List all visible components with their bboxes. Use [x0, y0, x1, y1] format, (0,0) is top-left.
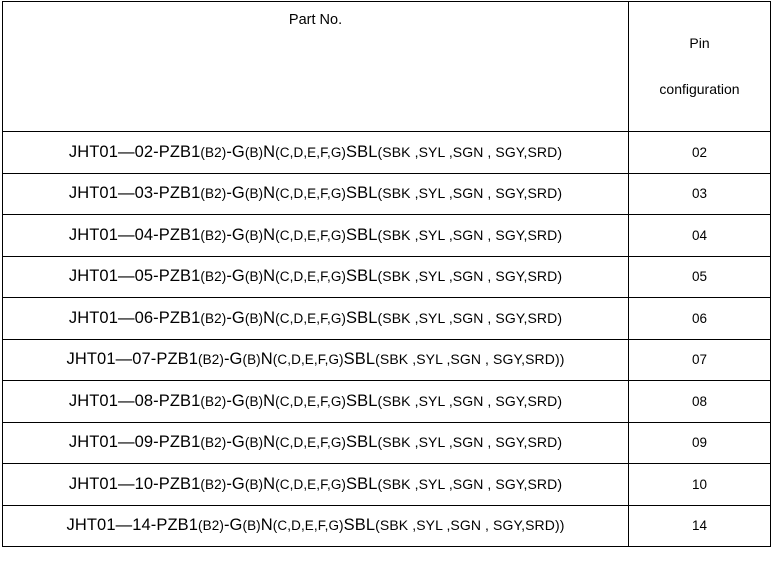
part-number-text — [67, 517, 565, 534]
pin-configuration-cell: 07 — [629, 339, 771, 381]
part-number-segment: (B) — [244, 310, 264, 326]
part-number-segment: (SBK ,SYL ,SGN , SGY,SRD) — [377, 309, 563, 326]
part-number-text — [67, 351, 565, 368]
part-number-segment: N — [263, 308, 276, 327]
part-number-segment: (B2) — [200, 269, 227, 285]
part-number-cell — [3, 215, 629, 257]
part-number-segment: (SBK ,SYL ,SGN , SGY,SRD) — [377, 475, 563, 492]
part-number-segment: (B) — [244, 269, 264, 285]
part-number-segment: (C,D,E,F,G) — [275, 393, 347, 409]
part-number-segment: N — [260, 516, 273, 535]
part-number-segment: -G — [226, 184, 245, 203]
part-number-segment: (B2) — [200, 310, 227, 326]
header-row — [3, 2, 771, 132]
part-number-segment: JHT01—05-PZB1 — [68, 267, 201, 286]
part-number-segment: N — [260, 350, 273, 369]
pin-header-line1: Pin — [689, 35, 710, 52]
table-row — [3, 173, 771, 215]
pin-configuration-cell: 05 — [629, 256, 771, 298]
part-number-segment: -G — [226, 474, 245, 493]
pin-configuration-cell: 14 — [629, 505, 771, 547]
part-number-segment: (B2) — [200, 144, 227, 160]
part-number-segment: (C,D,E,F,G) — [275, 269, 347, 285]
table-row — [3, 339, 771, 381]
part-number-segment: (SBK ,SYL ,SGN , SGY,SRD) — [377, 392, 563, 409]
part-number-segment: SBL — [346, 391, 378, 410]
table-row — [3, 298, 771, 340]
part-number-segment: JHT01—04-PZB1 — [68, 225, 201, 244]
part-number-segment: -G — [226, 308, 245, 327]
part-number-segment: (B) — [244, 186, 264, 202]
part-number-segment: (B2) — [200, 227, 227, 243]
table-row — [3, 256, 771, 298]
part-number-segment: SBL — [346, 225, 378, 244]
pin-configuration-cell: 03 — [629, 173, 771, 215]
part-number-segment: SBL — [343, 516, 376, 535]
part-number-text — [69, 434, 562, 451]
table-row — [3, 505, 771, 547]
part-number-cell — [3, 464, 629, 506]
part-number-segment: N — [263, 142, 276, 161]
table-row — [3, 464, 771, 506]
part-number-segment: N — [263, 474, 276, 493]
part-number-text — [69, 185, 562, 202]
part-number-segment: SBL — [346, 433, 378, 452]
part-number-text — [69, 310, 562, 327]
part-number-segment: JHT01—14-PZB1 — [66, 516, 199, 535]
pin-configuration-cell: 06 — [629, 298, 771, 340]
part-number-cell — [3, 422, 629, 464]
document-page — [0, 1, 775, 568]
part-number-segment: N — [263, 267, 276, 286]
part-number-segment: -G — [226, 391, 245, 410]
part-number-segment: -G — [226, 433, 245, 452]
part-number-text — [69, 144, 562, 161]
table-row — [3, 215, 771, 257]
part-number-segment: -G — [226, 267, 245, 286]
pin-configuration-cell: 09 — [629, 422, 771, 464]
part-number-text — [69, 227, 562, 244]
pin-configuration-cell: 04 — [629, 215, 771, 257]
part-number-segment: SBL — [346, 267, 378, 286]
part-number-segment: (B2) — [200, 476, 227, 492]
part-number-segment: -G — [226, 142, 245, 161]
part-number-segment: JHT01—09-PZB1 — [68, 433, 201, 452]
column-header-part-no: Part No. — [3, 2, 629, 132]
table-row — [3, 132, 771, 174]
part-number-segment: (C,D,E,F,G) — [275, 144, 347, 160]
part-number-segment: (B2) — [200, 186, 227, 202]
part-number-segment: (B) — [244, 393, 264, 409]
part-number-segment: -G — [223, 516, 243, 535]
part-number-segment: (B2) — [198, 518, 224, 534]
table-body — [3, 132, 771, 547]
pin-configuration-cell: 10 — [629, 464, 771, 506]
part-number-segment: (C,D,E,F,G) — [275, 435, 347, 451]
part-number-segment: (SBK ,SYL ,SGN , SGY,SRD) — [377, 226, 563, 243]
part-number-segment: (C,D,E,F,G) — [275, 186, 347, 202]
part-number-segment: (SBK ,SYL ,SGN , SGY,SRD)) — [375, 351, 565, 368]
part-number-segment: (C,D,E,F,G) — [275, 476, 347, 492]
part-number-segment: JHT01—08-PZB1 — [68, 391, 201, 410]
pin-header-line2: configuration — [659, 80, 740, 97]
part-number-segment: N — [263, 184, 276, 203]
part-number-segment: (B) — [242, 352, 261, 368]
part-number-segment: JHT01—07-PZB1 — [66, 350, 199, 369]
part-number-segment: -G — [226, 225, 245, 244]
part-number-segment: (B) — [244, 476, 264, 492]
part-number-segment: (SBK ,SYL ,SGN , SGY,SRD) — [377, 185, 563, 202]
part-number-segment: (C,D,E,F,G) — [275, 227, 347, 243]
part-number-segment: -G — [223, 350, 243, 369]
part-number-segment: (SBK ,SYL ,SGN , SGY,SRD) — [377, 434, 563, 451]
part-number-cell — [3, 381, 629, 423]
part-number-segment: SBL — [346, 474, 378, 493]
part-number-segment: JHT01—10-PZB1 — [68, 474, 201, 493]
part-number-segment: JHT01—06-PZB1 — [68, 308, 201, 327]
part-number-segment: SBL — [343, 350, 376, 369]
part-number-segment: SBL — [346, 308, 378, 327]
part-number-segment: N — [263, 225, 276, 244]
column-header-pin-configuration — [629, 2, 771, 132]
part-number-segment: (SBK ,SYL ,SGN , SGY,SRD) — [377, 143, 563, 160]
part-number-cell — [3, 298, 629, 340]
part-number-segment: N — [263, 433, 276, 452]
part-number-cell — [3, 132, 629, 174]
pin-configuration-cell: 02 — [629, 132, 771, 174]
part-number-segment: (SBK ,SYL ,SGN , SGY,SRD)) — [375, 517, 565, 534]
part-number-cell — [3, 505, 629, 547]
pin-configuration-cell: 08 — [629, 381, 771, 423]
part-number-text — [69, 476, 562, 493]
part-number-text — [69, 268, 562, 285]
part-number-segment: (C,D,E,F,G) — [275, 310, 347, 326]
part-number-segment: JHT01—03-PZB1 — [68, 184, 201, 203]
part-number-cell — [3, 256, 629, 298]
part-number-cell — [3, 339, 629, 381]
part-number-text — [69, 393, 562, 410]
table-row — [3, 422, 771, 464]
table-row — [3, 381, 771, 423]
part-number-segment: (B) — [242, 518, 261, 534]
table-header — [3, 2, 771, 132]
part-number-segment: N — [263, 391, 276, 410]
part-number-segment: (C,D,E,F,G) — [272, 518, 344, 534]
part-number-segment: (SBK ,SYL ,SGN , SGY,SRD) — [377, 268, 563, 285]
part-number-segment: (B) — [244, 144, 264, 160]
part-number-cell — [3, 173, 629, 215]
part-number-segment: JHT01—02-PZB1 — [68, 142, 201, 161]
part-number-segment: (B) — [244, 227, 264, 243]
part-number-segment: (C,D,E,F,G) — [272, 352, 344, 368]
part-number-segment: SBL — [346, 142, 378, 161]
part-number-segment: (B2) — [200, 393, 227, 409]
part-number-table — [2, 1, 771, 547]
part-number-segment: (B2) — [198, 352, 224, 368]
part-number-segment: (B2) — [200, 435, 227, 451]
part-number-segment: SBL — [346, 184, 378, 203]
part-number-segment: (B) — [244, 435, 264, 451]
